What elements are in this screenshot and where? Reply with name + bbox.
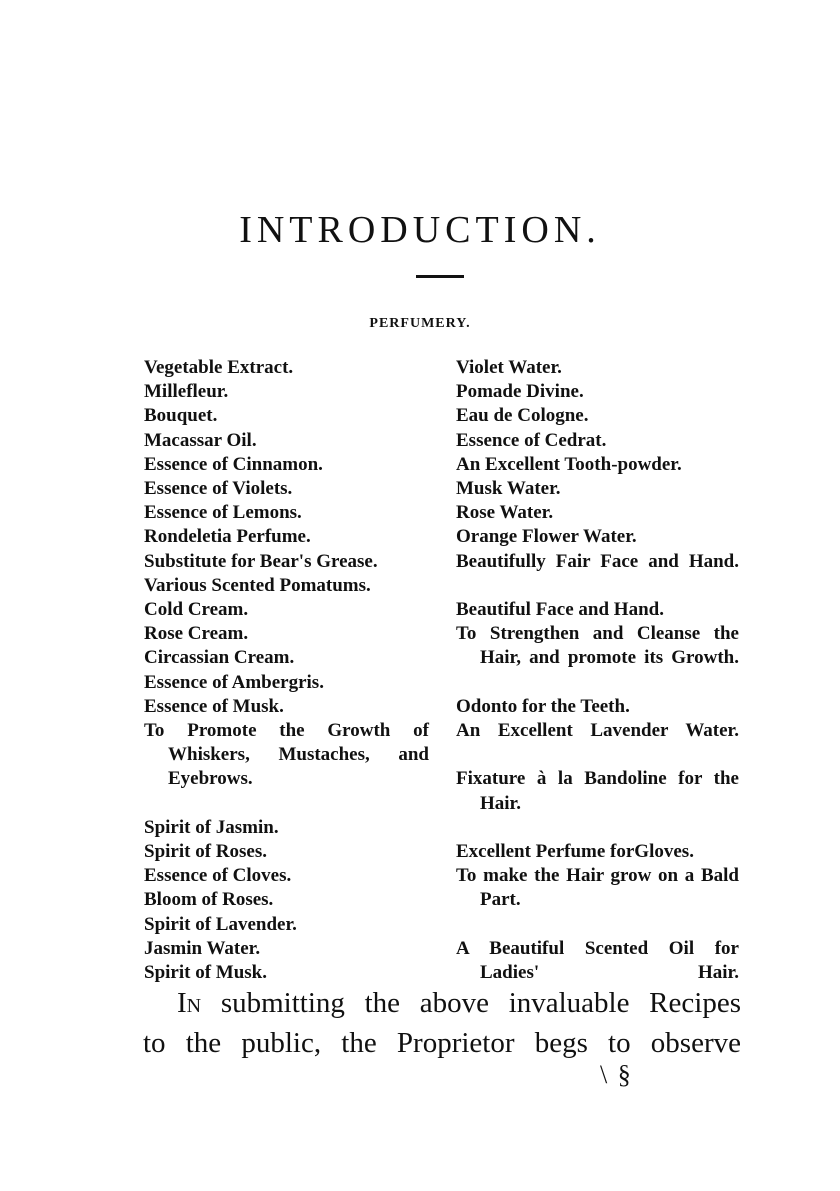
list-item: Beautiful Face and Hand. [456,599,664,621]
list-item: Cold Cream. [144,599,249,621]
list-item: Beautifully Fair Face and Hand. [456,550,739,572]
list-item: An Excellent Tooth-powder. [456,453,682,475]
body-line-2: to the public, the Proprietor begs to observe [143,1027,741,1059]
section-heading: PERFUMERY. [369,316,471,331]
list-item: Bloom of Roses. [144,889,274,911]
list-item: Fixature à la Bandoline for the Hair. [456,768,739,814]
list-item: Spirit of Musk. [144,962,267,984]
list-item: To make the Hair grow on a Bald Part. [456,865,739,911]
list-item: An Excellent Lavender Water. [456,720,739,742]
page-title: INTRODUCTION. [239,209,601,251]
body-paragraph [143,983,741,1063]
list-item: A Beautiful Scented Oil for Ladies' Hair. [456,937,739,984]
list-item: Substitute for Bear's Grease. [144,550,378,572]
list-item: Spirit of Roses. [144,841,267,863]
list-item: Rose Cream. [144,623,249,645]
list-item: Rose Water. [456,502,554,524]
list-item: Essence of Cinnamon. [144,453,323,475]
right-recipe-list [456,356,739,1009]
list-item: Essence of Cloves. [144,865,292,887]
list-item: Essence of Ambergris. [144,671,324,693]
list-item: Circassian Cream. [144,647,295,669]
list-item: Odonto for the Teeth. [456,695,630,717]
list-item: Musk Water. [456,478,561,500]
list-item: Essence of Cedrat. [456,429,607,451]
list-item: Jasmin Water. [144,937,261,959]
list-item: Excellent Perfume forGloves. [456,841,694,863]
list-item: To Promote the Growth of Whiskers, Mustaches, and Eyebrows. [144,720,429,790]
list-item: Vegetable Extract. [144,357,294,378]
list-item: Spirit of Jasmin. [144,816,279,838]
list-item: Millefleur. [144,381,229,403]
list-item: Essence of Lemons. [144,502,302,524]
body-line-1 [143,983,741,1023]
title-rule [416,275,464,278]
list-item: Pomade Divine. [456,381,584,403]
list-item: To Strengthen and Cleanse the Hair, and promote its Growth. [456,623,739,669]
dropcap-word: In [177,987,202,1019]
list-item: Eau de Cologne. [456,405,589,427]
list-item: Essence of Violets. [144,478,293,500]
list-item: Rondeletia Perfume. [144,526,311,548]
left-recipe-list [144,356,429,985]
list-item: Bouquet. [144,405,218,427]
list-item: Violet Water. [456,357,562,378]
list-item: Macassar Oil. [144,429,257,451]
signature-mark: \ § [600,1060,633,1089]
list-item: Spirit of Lavender. [144,913,297,935]
list-item: Various Scented Pomatums. [144,574,371,596]
body-line-1-text: submitting the above invaluable Recipes [201,987,741,1019]
list-item: Essence of Musk. [144,695,284,717]
list-item: Orange Flower Water. [456,526,637,548]
